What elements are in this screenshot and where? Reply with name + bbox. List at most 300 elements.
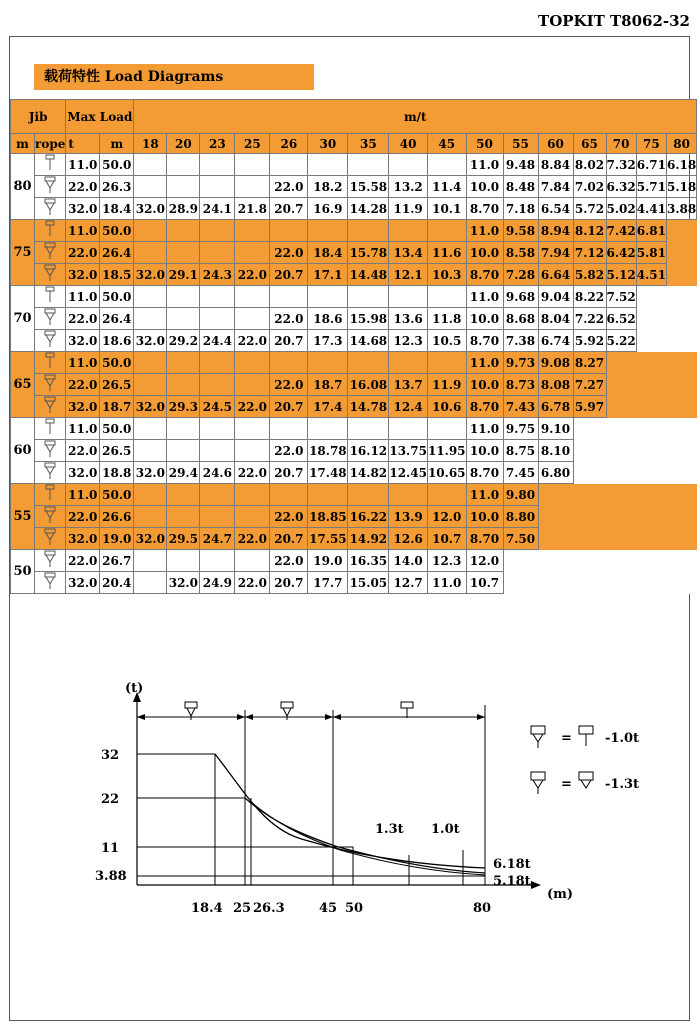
- radius-header-20: 20: [167, 134, 200, 154]
- hook-2-rope-icon: [401, 702, 413, 718]
- load-value-cell: 11.0: [466, 286, 503, 308]
- max-load-t: 32.0: [66, 572, 100, 594]
- load-value-cell: 11.8: [427, 308, 466, 330]
- load-value-cell: 12.1: [389, 264, 428, 286]
- load-value-cell: 32.0: [134, 396, 167, 418]
- load-value-cell: 11.9: [389, 198, 428, 220]
- load-value-cell: [308, 484, 348, 506]
- hook-4-rope-icon: [35, 264, 66, 286]
- load-value-cell: [167, 550, 200, 572]
- load-value-cell: [348, 286, 389, 308]
- load-value-cell: [134, 308, 167, 330]
- load-value-cell: [134, 286, 167, 308]
- radius-header-75: 75: [636, 134, 666, 154]
- load-level-32t: [137, 754, 215, 885]
- load-value-cell: 6.32: [606, 176, 636, 198]
- max-load-radius: 18.5: [100, 264, 134, 286]
- load-value-cell: [134, 484, 167, 506]
- load-value-cell: 8.10: [538, 440, 573, 462]
- radius-header-50: 50: [466, 134, 503, 154]
- load-value-cell: 22.0: [270, 176, 308, 198]
- max-load-radius: 50.0: [100, 418, 134, 440]
- load-value-cell: [235, 374, 270, 396]
- max-load-radius: 26.5: [100, 374, 134, 396]
- load-value-cell: [167, 418, 200, 440]
- load-value-cell: 18.78: [308, 440, 348, 462]
- load-value-cell: 29.1: [167, 264, 200, 286]
- load-value-cell: [389, 418, 428, 440]
- load-value-cell: [235, 154, 270, 176]
- load-value-cell: [348, 418, 389, 440]
- jib-length: 65: [11, 352, 35, 418]
- load-value-cell: 9.75: [503, 418, 538, 440]
- load-value-cell: 11.0: [466, 352, 503, 374]
- empty-area: [666, 220, 696, 242]
- radius-header-40: 40: [389, 134, 428, 154]
- load-value-cell: 10.7: [427, 528, 466, 550]
- max-load-t: 22.0: [66, 440, 100, 462]
- table-row: [11, 506, 697, 528]
- load-value-cell: 10.0: [466, 176, 503, 198]
- load-value-cell: 14.68: [348, 330, 389, 352]
- load-value-cell: [235, 550, 270, 572]
- max-load-t: 22.0: [66, 506, 100, 528]
- unit-m2: m: [100, 134, 134, 154]
- load-value-cell: 10.6: [427, 396, 466, 418]
- max-load-t: 32.0: [66, 198, 100, 220]
- load-value-cell: 22.0: [235, 462, 270, 484]
- load-value-cell: 16.9: [308, 198, 348, 220]
- load-value-cell: 22.0: [270, 242, 308, 264]
- load-value-cell: 8.73: [503, 374, 538, 396]
- load-value-cell: [200, 374, 235, 396]
- load-value-cell: [235, 506, 270, 528]
- y-unit-label: (t): [125, 681, 144, 696]
- load-value-cell: 32.0: [134, 462, 167, 484]
- load-value-cell: 22.0: [270, 506, 308, 528]
- load-value-cell: 11.4: [427, 176, 466, 198]
- load-value-cell: 7.42: [606, 220, 636, 242]
- load-value-cell: [308, 286, 348, 308]
- load-value-cell: 13.7: [389, 374, 428, 396]
- load-value-cell: 5.18: [666, 176, 696, 198]
- legend-hook-4-rope-icon: [531, 726, 545, 748]
- empty-area: [636, 330, 696, 352]
- hook-4-rope-icon: [35, 528, 66, 550]
- load-value-cell: 19.0: [308, 550, 348, 572]
- load-value-cell: 18.2: [308, 176, 348, 198]
- load-value-cell: [389, 154, 428, 176]
- load-value-cell: [200, 550, 235, 572]
- load-value-cell: 20.7: [270, 198, 308, 220]
- max-load-t: 32.0: [66, 396, 100, 418]
- load-value-cell: 12.3: [389, 330, 428, 352]
- x-tick-label: 25: [233, 901, 252, 916]
- max-load-t: 22.0: [66, 242, 100, 264]
- load-value-cell: 22.0: [235, 572, 270, 594]
- load-value-cell: 10.0: [466, 506, 503, 528]
- x-axis-arrow: [531, 881, 541, 889]
- empty-area: [636, 308, 696, 330]
- jib-length: 60: [11, 418, 35, 484]
- load-value-cell: [200, 154, 235, 176]
- max-load-t: 11.0: [66, 418, 100, 440]
- load-value-cell: 8.70: [466, 330, 503, 352]
- load-value-cell: [235, 440, 270, 462]
- load-value-cell: 28.9: [167, 198, 200, 220]
- dim-arrow: [325, 714, 333, 720]
- load-value-cell: 11.95: [427, 440, 466, 462]
- legend-value-1: -1.0t: [605, 731, 640, 746]
- load-value-cell: 9.58: [503, 220, 538, 242]
- load-value-cell: 24.3: [200, 264, 235, 286]
- document-title: TOPKIT T8062-32: [538, 12, 690, 30]
- load-value-cell: 7.12: [573, 242, 606, 264]
- load-value-cell: [270, 220, 308, 242]
- load-value-cell: 12.7: [389, 572, 428, 594]
- load-value-cell: 6.71: [636, 154, 666, 176]
- load-value-cell: [167, 440, 200, 462]
- load-value-cell: 29.5: [167, 528, 200, 550]
- load-value-cell: [134, 418, 167, 440]
- hook-2-rope-icon: [35, 286, 66, 308]
- load-value-cell: 8.27: [573, 352, 606, 374]
- radius-header-30: 30: [308, 134, 348, 154]
- load-value-cell: [134, 374, 167, 396]
- load-value-cell: [167, 484, 200, 506]
- load-value-cell: 8.22: [573, 286, 606, 308]
- load-value-cell: 8.80: [503, 506, 538, 528]
- load-value-cell: 8.04: [538, 308, 573, 330]
- load-value-cell: 7.45: [503, 462, 538, 484]
- load-value-cell: 32.0: [134, 528, 167, 550]
- hook-4-rope-icon: [35, 440, 66, 462]
- load-value-cell: [167, 220, 200, 242]
- table-row: [11, 374, 697, 396]
- load-value-cell: 15.78: [348, 242, 389, 264]
- empty-area: [573, 418, 697, 440]
- max-load-t: 11.0: [66, 220, 100, 242]
- header-max-load: Max Load: [66, 100, 134, 134]
- load-value-cell: 22.0: [270, 374, 308, 396]
- empty-area: [538, 484, 697, 506]
- load-value-cell: 10.0: [466, 308, 503, 330]
- load-value-cell: 8.58: [503, 242, 538, 264]
- radius-header-70: 70: [606, 134, 636, 154]
- load-value-cell: 10.65: [427, 462, 466, 484]
- table-row: [11, 220, 697, 242]
- load-value-cell: 13.4: [389, 242, 428, 264]
- load-value-cell: 11.0: [466, 220, 503, 242]
- empty-area: [503, 572, 697, 594]
- jib-length: 70: [11, 286, 35, 352]
- load-value-cell: [427, 154, 466, 176]
- load-value-cell: 15.58: [348, 176, 389, 198]
- load-value-cell: 14.28: [348, 198, 389, 220]
- load-value-cell: 6.80: [538, 462, 573, 484]
- empty-area: [503, 550, 697, 572]
- table-row: [11, 352, 697, 374]
- max-load-radius: 50.0: [100, 220, 134, 242]
- load-value-cell: 12.4: [389, 396, 428, 418]
- load-value-cell: 8.70: [466, 198, 503, 220]
- load-value-cell: 9.10: [538, 418, 573, 440]
- load-value-cell: [308, 352, 348, 374]
- empty-area: [606, 352, 697, 374]
- max-load-radius: 18.4: [100, 198, 134, 220]
- max-load-radius: 18.8: [100, 462, 134, 484]
- load-value-cell: [167, 352, 200, 374]
- load-value-cell: 6.78: [538, 396, 573, 418]
- load-curve-outer: [215, 754, 485, 868]
- load-value-cell: 16.12: [348, 440, 389, 462]
- load-value-cell: [427, 220, 466, 242]
- load-value-cell: 4.41: [636, 198, 666, 220]
- max-load-radius: 18.7: [100, 396, 134, 418]
- load-value-cell: 5.81: [636, 242, 666, 264]
- jib-length: 75: [11, 220, 35, 286]
- load-value-cell: 7.32: [606, 154, 636, 176]
- load-value-cell: [134, 506, 167, 528]
- hook-4-rope-icon: [35, 198, 66, 220]
- load-value-cell: 13.6: [389, 308, 428, 330]
- y-tick-label: 11: [101, 841, 120, 856]
- table-row: [11, 176, 697, 198]
- max-load-t: 22.0: [66, 176, 100, 198]
- unit-m: m: [11, 134, 35, 154]
- load-value-cell: 10.0: [466, 242, 503, 264]
- load-value-cell: [167, 374, 200, 396]
- load-value-cell: 16.22: [348, 506, 389, 528]
- x-tick-label: 50: [345, 901, 364, 916]
- load-value-cell: 7.18: [503, 198, 538, 220]
- load-value-cell: [134, 550, 167, 572]
- dim-arrow: [333, 714, 341, 720]
- load-value-cell: 22.0: [270, 440, 308, 462]
- load-value-cell: 32.0: [134, 330, 167, 352]
- load-value-cell: 7.22: [573, 308, 606, 330]
- load-value-cell: [167, 308, 200, 330]
- jib-length: 80: [11, 154, 35, 220]
- load-value-cell: 8.68: [503, 308, 538, 330]
- load-value-cell: 14.48: [348, 264, 389, 286]
- max-load-radius: 26.3: [100, 176, 134, 198]
- max-load-radius: 26.5: [100, 440, 134, 462]
- table-row: [11, 286, 697, 308]
- load-value-cell: [200, 352, 235, 374]
- x-tick-label: 26.3: [253, 901, 285, 916]
- dim-arrow: [245, 714, 253, 720]
- load-value-cell: 18.7: [308, 374, 348, 396]
- radius-header-45: 45: [427, 134, 466, 154]
- load-value-cell: 11.0: [466, 484, 503, 506]
- legend-hook-2-rope-icon: [579, 772, 593, 788]
- load-value-cell: 6.54: [538, 198, 573, 220]
- load-value-cell: 8.70: [466, 396, 503, 418]
- load-value-cell: 8.70: [466, 264, 503, 286]
- load-value-cell: 16.08: [348, 374, 389, 396]
- load-value-cell: 17.1: [308, 264, 348, 286]
- load-value-cell: 5.71: [636, 176, 666, 198]
- load-value-cell: [348, 484, 389, 506]
- load-value-cell: 17.7: [308, 572, 348, 594]
- hook-4-rope-icon: [35, 462, 66, 484]
- load-value-cell: [427, 484, 466, 506]
- load-value-cell: 20.7: [270, 330, 308, 352]
- load-value-cell: 12.0: [427, 506, 466, 528]
- hook-4-rope-icon: [35, 550, 66, 572]
- hook-4-rope-icon: [35, 396, 66, 418]
- max-load-radius: 50.0: [100, 154, 134, 176]
- hook-4-rope-icon: [35, 308, 66, 330]
- load-curve-diagram: [95, 680, 675, 950]
- load-value-cell: [235, 176, 270, 198]
- load-value-cell: 20.7: [270, 462, 308, 484]
- load-value-cell: 20.7: [270, 396, 308, 418]
- load-value-cell: 9.73: [503, 352, 538, 374]
- radius-header-35: 35: [348, 134, 389, 154]
- load-value-cell: [134, 176, 167, 198]
- max-load-t: 22.0: [66, 374, 100, 396]
- load-value-cell: 18.4: [308, 242, 348, 264]
- load-value-cell: 4.51: [636, 264, 666, 286]
- load-value-cell: [134, 154, 167, 176]
- load-value-cell: 6.64: [538, 264, 573, 286]
- y-tick-label: 22: [101, 792, 120, 807]
- legend-hook-4-rope-icon: [531, 772, 545, 794]
- x-unit-label: (m): [547, 887, 574, 902]
- load-value-cell: 9.08: [538, 352, 573, 374]
- max-load-t: 32.0: [66, 264, 100, 286]
- load-value-cell: [200, 484, 235, 506]
- jib-length: 55: [11, 484, 35, 550]
- load-value-cell: 15.05: [348, 572, 389, 594]
- load-value-cell: 24.5: [200, 396, 235, 418]
- empty-area: [538, 528, 697, 550]
- empty-area: [573, 440, 697, 462]
- load-value-cell: 11.0: [466, 154, 503, 176]
- load-value-cell: [167, 286, 200, 308]
- load-value-cell: [427, 352, 466, 374]
- table-row: [11, 528, 697, 550]
- legend-hook-2-rope-icon: [579, 726, 593, 746]
- load-value-cell: 14.78: [348, 396, 389, 418]
- load-value-cell: 17.48: [308, 462, 348, 484]
- load-value-cell: 6.52: [606, 308, 636, 330]
- load-value-cell: [167, 154, 200, 176]
- load-value-cell: 9.68: [503, 286, 538, 308]
- load-value-cell: [308, 220, 348, 242]
- load-value-cell: 7.38: [503, 330, 538, 352]
- load-value-cell: 22.0: [235, 528, 270, 550]
- max-load-radius: 26.4: [100, 308, 134, 330]
- load-value-cell: [235, 308, 270, 330]
- max-load-radius: 19.0: [100, 528, 134, 550]
- hook-2-rope-icon: [35, 154, 66, 176]
- load-value-cell: 17.4: [308, 396, 348, 418]
- load-value-cell: 13.9: [389, 506, 428, 528]
- load-value-cell: 17.55: [308, 528, 348, 550]
- table-row: [11, 396, 697, 418]
- table-row: [11, 154, 697, 176]
- label-10t: 1.0t: [431, 822, 460, 837]
- load-value-cell: 8.12: [573, 220, 606, 242]
- load-value-cell: 13.75: [389, 440, 428, 462]
- legend-equals: =: [561, 777, 572, 792]
- load-value-cell: 5.12: [606, 264, 636, 286]
- load-value-cell: [348, 154, 389, 176]
- load-value-cell: 24.4: [200, 330, 235, 352]
- load-value-cell: 29.3: [167, 396, 200, 418]
- jib-length: 50: [11, 550, 35, 594]
- load-value-cell: 7.28: [503, 264, 538, 286]
- hook-4-rope-icon: [35, 506, 66, 528]
- section-title-bar: 载荷特性 Load Diagrams: [34, 64, 314, 90]
- hook-2-rope-icon: [35, 352, 66, 374]
- load-value-cell: [235, 484, 270, 506]
- max-load-radius: 50.0: [100, 352, 134, 374]
- end-label-518: 5.18t: [493, 874, 531, 889]
- load-value-cell: 7.94: [538, 242, 573, 264]
- legend-value-2: -1.3t: [605, 777, 640, 792]
- load-value-cell: 22.0: [235, 330, 270, 352]
- load-value-cell: [134, 572, 167, 594]
- load-chart-table: [10, 99, 697, 594]
- max-load-radius: 26.4: [100, 242, 134, 264]
- load-value-cell: 32.0: [167, 572, 200, 594]
- load-value-cell: 16.35: [348, 550, 389, 572]
- load-value-cell: 8.75: [503, 440, 538, 462]
- load-value-cell: [270, 418, 308, 440]
- max-load-t: 11.0: [66, 484, 100, 506]
- load-value-cell: [167, 176, 200, 198]
- empty-area: [606, 374, 697, 396]
- max-load-t: 22.0: [66, 308, 100, 330]
- load-value-cell: 10.7: [466, 572, 503, 594]
- dim-arrow: [237, 714, 245, 720]
- load-value-cell: 29.2: [167, 330, 200, 352]
- load-value-cell: 18.6: [308, 308, 348, 330]
- load-value-cell: 12.0: [466, 550, 503, 572]
- load-value-cell: 32.0: [134, 264, 167, 286]
- load-value-cell: [235, 220, 270, 242]
- max-load-radius: 26.6: [100, 506, 134, 528]
- max-load-radius: 18.6: [100, 330, 134, 352]
- load-value-cell: 9.04: [538, 286, 573, 308]
- max-load-t: 32.0: [66, 462, 100, 484]
- load-value-cell: [308, 418, 348, 440]
- load-value-cell: 6.74: [538, 330, 573, 352]
- load-value-cell: 18.85: [308, 506, 348, 528]
- empty-area: [606, 396, 697, 418]
- load-value-cell: [200, 308, 235, 330]
- load-value-cell: 14.92: [348, 528, 389, 550]
- max-load-radius: 20.4: [100, 572, 134, 594]
- radius-header-18: 18: [134, 134, 167, 154]
- load-value-cell: 7.02: [573, 176, 606, 198]
- max-load-radius: 50.0: [100, 484, 134, 506]
- radius-header-55: 55: [503, 134, 538, 154]
- load-value-cell: [270, 352, 308, 374]
- load-value-cell: 14.0: [389, 550, 428, 572]
- load-value-cell: 29.4: [167, 462, 200, 484]
- hook-4-rope-icon: [35, 374, 66, 396]
- radius-header-60: 60: [538, 134, 573, 154]
- load-value-cell: 10.0: [466, 374, 503, 396]
- table-row: [11, 484, 697, 506]
- table-row: [11, 198, 697, 220]
- load-value-cell: 11.0: [427, 572, 466, 594]
